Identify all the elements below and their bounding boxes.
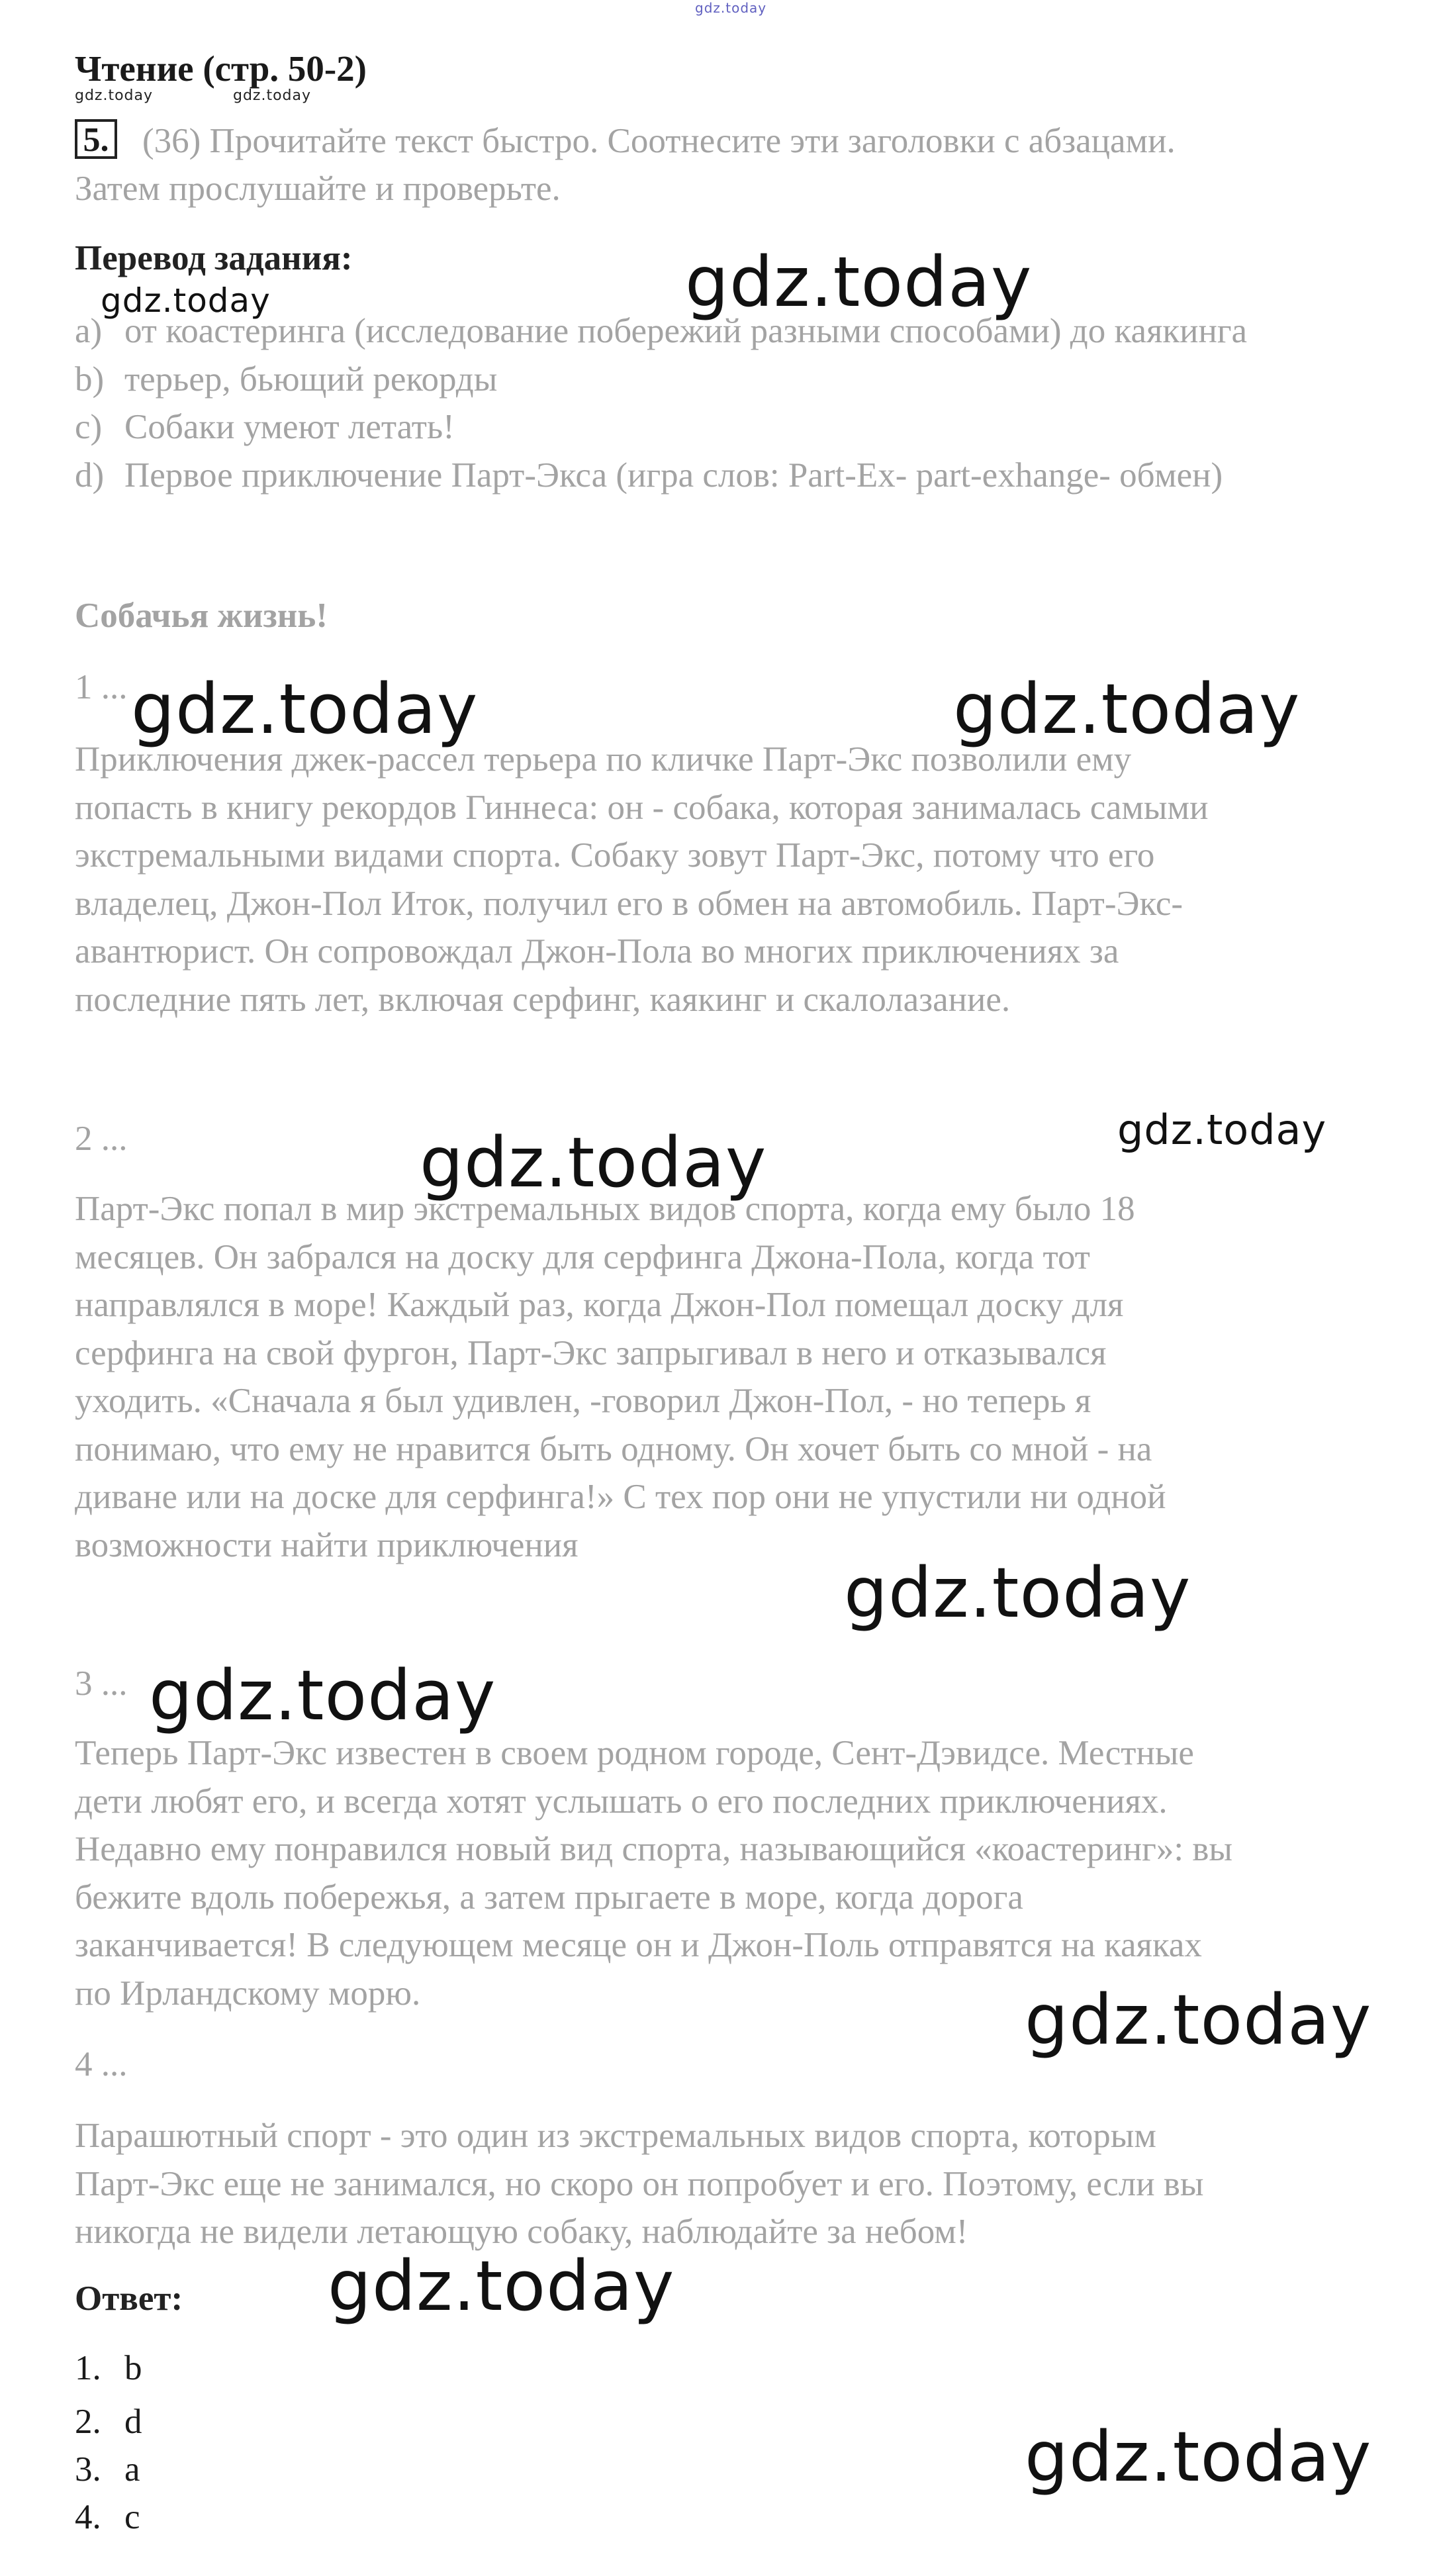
watermark-tiny-1: gdz.today bbox=[75, 87, 154, 104]
paragraph-line: последние пять лет, включая серфинг, каякинг и скалолазание. bbox=[75, 980, 1011, 1019]
translation-item bbox=[75, 359, 497, 399]
watermark-big-1: gdz.today bbox=[685, 242, 1033, 322]
section-3-label: 3 ... bbox=[75, 1664, 128, 1703]
task-text-line-1: (36) Прочитайте текст быстро. Соотнесите эти заголовки с абзацами. bbox=[142, 122, 1176, 160]
answer-item-value: b bbox=[124, 2349, 142, 2387]
answer-item bbox=[75, 2402, 142, 2442]
paragraph-line: понимаю, что ему не нравится быть одному. Он хочет быть со мной - на bbox=[75, 1429, 1152, 1468]
paragraph-line: дети любят его, и всегда хотят услышать о его последних приключениях. bbox=[75, 1782, 1168, 1821]
paragraph-line: направлялся в море! Каждый раз, когда Джон-Пол помещал доску для bbox=[75, 1286, 1124, 1324]
watermark-big-8: gdz.today bbox=[328, 2246, 675, 2326]
section-1-text bbox=[75, 736, 1399, 1024]
paragraph-line: возможности найти приключения bbox=[75, 1525, 579, 1564]
answer-item-number: 2. bbox=[75, 2403, 101, 2441]
translation-item bbox=[75, 311, 1247, 351]
answer-item-value: d bbox=[124, 2403, 142, 2441]
answer-item-value: a bbox=[124, 2450, 140, 2489]
translation-item-letter: c) bbox=[75, 408, 103, 446]
paragraph-line: Приключения джек-рассел терьера по кличке Парт-Экс позволили ему bbox=[75, 740, 1132, 779]
translation-item-text: Собаки умеют летать! bbox=[124, 408, 455, 446]
answer-item-number: 3. bbox=[75, 2450, 101, 2489]
answer-item bbox=[75, 2450, 140, 2489]
paragraph-line: владелец, Джон-Пол Иток, получил его в обмен на автомобиль. Парт-Экс- bbox=[75, 884, 1183, 923]
translation-item-text: от коастеринга (исследование побережий разными способами) до каякинга bbox=[124, 312, 1248, 350]
paragraph-line: бежите вдоль побережья, а затем прыгаете в море, когда дорога bbox=[75, 1878, 1023, 1917]
paragraph-line: диване или на доске для серфинга!» С тех пор они не упустили ни одной bbox=[75, 1478, 1166, 1516]
paragraph-line: никогда не видели летающую собаку, наблюдайте за небом! bbox=[75, 2213, 968, 2251]
answer-heading: Ответ: bbox=[75, 2279, 183, 2318]
translation-item-letter: a) bbox=[75, 312, 103, 350]
paragraph-line: месяцев. Он забрался на доску для серфинга Джона-Пола, когда тот bbox=[75, 1237, 1090, 1276]
section-4-label: 4 ... bbox=[75, 2045, 128, 2083]
story-title: Собачья жизнь! bbox=[75, 596, 328, 635]
watermark-big-5: gdz.today bbox=[844, 1552, 1191, 1633]
page-title: Чтение (стр. 50-2) bbox=[75, 48, 367, 89]
section-2-label: 2 ... bbox=[75, 1120, 128, 1158]
translation-item bbox=[75, 455, 1223, 495]
paragraph-line: уходить. «Сначала я был удивлен, -говорил Джон-Пол, - но теперь я bbox=[75, 1382, 1091, 1420]
paragraph-line: серфинга на свой фургон, Парт-Экс запрыгивал в него и отказывался bbox=[75, 1333, 1107, 1372]
paragraph-line: Теперь Парт-Экс известен в своем родном городе, Сент-Дэвидсе. Местные bbox=[75, 1734, 1194, 1772]
answer-item-value: c bbox=[124, 2498, 140, 2536]
watermark-big-7: gdz.today bbox=[1025, 1980, 1372, 2060]
watermark-tiny-2: gdz.today bbox=[233, 87, 312, 104]
translation-item bbox=[75, 407, 455, 447]
paragraph-line: по Ирландскому морю. bbox=[75, 1974, 421, 2013]
paragraph-line: Парт-Экс попал в мир экстремальных видов спорта, когда ему было 18 bbox=[75, 1190, 1135, 1228]
translation-heading: Перевод задания: bbox=[75, 239, 353, 277]
task-number-box bbox=[75, 119, 117, 159]
paragraph-line: Парашютный спорт - это один из экстремальных видов спорта, которым bbox=[75, 2117, 1156, 2155]
translation-item-text: терьер, бьющий рекорды bbox=[124, 360, 498, 399]
paragraph-line: заканчивается! В следующем месяце он и Джон-Поль отправятся на каяках bbox=[75, 1926, 1202, 1964]
answer-item-number: 4. bbox=[75, 2498, 101, 2536]
watermark-big-4: gdz.today bbox=[420, 1122, 767, 1203]
watermark-small-1: gdz.today bbox=[101, 281, 271, 320]
translation-item-letter: d) bbox=[75, 456, 105, 495]
task-text-line-2: Затем прослушайте и проверьте. bbox=[75, 169, 561, 208]
paragraph-line: авантюрист. Он сопровождал Джон-Пола во многих приключениях за bbox=[75, 932, 1119, 971]
answer-item bbox=[75, 2497, 140, 2537]
translation-item-letter: b) bbox=[75, 360, 105, 399]
watermark-big-3: gdz.today bbox=[953, 669, 1301, 749]
watermark-big-6: gdz.today bbox=[149, 1655, 496, 1736]
section-1-label: 1 ... bbox=[75, 668, 128, 706]
watermark-big-9: gdz.today bbox=[1025, 2416, 1372, 2497]
paragraph-line: Парт-Экс еще не занимался, но скоро он попробует и его. Поэтому, если вы bbox=[75, 2164, 1204, 2203]
watermark-top: gdz.today bbox=[695, 0, 767, 16]
watermark-big-2: gdz.today bbox=[131, 669, 479, 749]
task-number: 5. bbox=[83, 121, 109, 159]
paragraph-line: экстремальными видами спорта. Собаку зовут Парт-Экс, потому что его bbox=[75, 836, 1155, 875]
paragraph-line: попасть в книгу рекордов Гиннеса: он - собака, которая занималась самыми bbox=[75, 788, 1209, 827]
translation-item-text: Первое приключение Парт-Экса (игра слов: Part-Ex- part-exhange- обмен) bbox=[124, 456, 1223, 495]
paragraph-line: Недавно ему понравился новый вид спорта, называющийся «коастеринг»: вы bbox=[75, 1830, 1232, 1868]
section-4-text bbox=[75, 2112, 1399, 2256]
section-3-text bbox=[75, 1729, 1399, 2017]
section-2-text bbox=[75, 1185, 1399, 1569]
watermark-mid-1: gdz.today bbox=[1117, 1106, 1327, 1154]
answer-item-number: 1. bbox=[75, 2349, 101, 2387]
answer-item bbox=[75, 2348, 142, 2388]
